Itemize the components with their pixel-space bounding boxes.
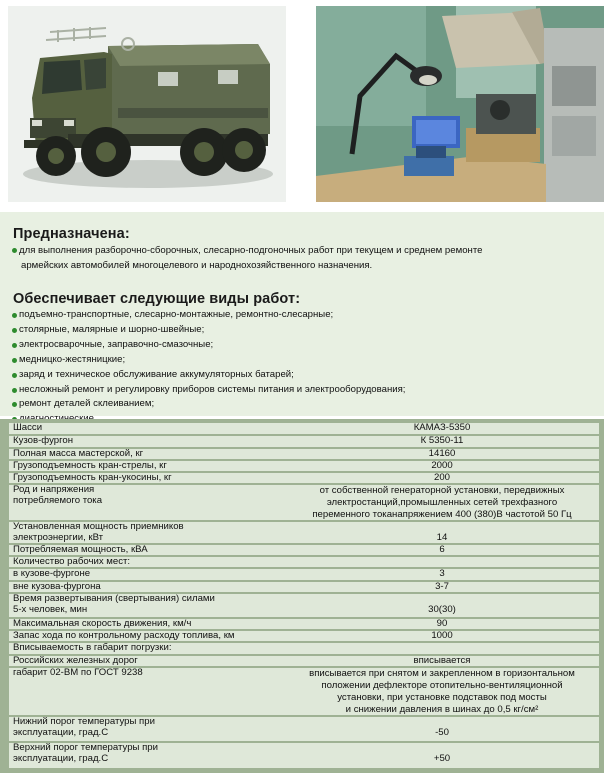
value-cell: 200: [433, 472, 450, 483]
list-item: электросварочные, заправочно-смазочные;: [12, 338, 597, 353]
workshop-illustration: [316, 6, 604, 202]
table-row: [9, 473, 599, 484]
value-cell: 3: [439, 568, 445, 579]
value-cell: 2000: [431, 460, 453, 471]
table-row: [9, 436, 599, 448]
list-item: столярные, малярные и шорно-швейные;: [12, 323, 597, 338]
table-row: [9, 631, 599, 642]
purpose-description: [12, 243, 597, 273]
photo-strip: [0, 0, 604, 206]
value-cell: вписывается: [413, 655, 471, 666]
works-heading: Обеспечивает следующие виды работ:: [13, 291, 301, 307]
list-item: несложный ремонт и регулировку приборов системы питания и электрооборудования;: [12, 383, 597, 398]
parameter-cell: Род и напряжения потребляемого тока: [13, 484, 103, 506]
value-cell: 90: [436, 618, 448, 629]
value-cell: +50: [433, 752, 451, 764]
list-item: подъемно-транспортные, слесарно-монтажные, ремонтно-слесарные;: [12, 308, 597, 323]
purpose-and-works-panel: [0, 212, 604, 416]
list-item: заряд и техническое обслуживание аккумуляторных батарей;: [12, 368, 597, 383]
parameter-cell: Максимальная скорость движения, км/ч: [13, 618, 192, 629]
table-row: [9, 569, 599, 581]
bullet-icon: [12, 358, 17, 363]
value-cell: 14160: [428, 448, 456, 459]
bullet-icon: [12, 402, 17, 407]
parameter-cell: Количество рабочих мест:: [13, 556, 131, 567]
list-item: медницко-жестяницкие;: [12, 353, 597, 368]
parameter-cell: Грузоподъемность кран-укосины, кг: [13, 472, 172, 483]
table-row: [9, 522, 599, 544]
bullet-icon: [12, 313, 17, 318]
bullet-icon: [12, 388, 17, 393]
value-cell: -50: [435, 726, 449, 738]
specifications-table: [0, 419, 604, 773]
value-cell: от собственной генераторной установки, передвижных электростанций,промышленных сетей трехфазного переменного токанапряжением 400 (380)В частотой 50 Гц: [312, 485, 572, 520]
parameter-cell: габарит 02-ВМ по ГОСТ 9238: [13, 667, 143, 678]
parameter-cell: Установленная мощность приемников электроэнергии, кВт: [13, 521, 184, 543]
works-list: [12, 308, 597, 427]
value-cell: КАМАЗ-5350: [413, 422, 471, 433]
purpose-line: армейских автомобилей многоцелевого и народнохозяйственного назначения.: [21, 260, 373, 271]
table-row: [9, 485, 599, 521]
purpose-line: для выполнения разборочно-сборочных, слесарно-подгоночных работ при текущем и среднем ремонте: [12, 243, 597, 258]
truck-photo: [8, 6, 286, 202]
value-cell: 6: [439, 544, 445, 555]
parameter-cell: Верхний порог температуры при эксплуатации, град.С: [13, 742, 158, 764]
parameter-cell: Кузов-фургон: [13, 435, 74, 446]
table-row: [9, 594, 599, 618]
truck-illustration: [8, 6, 286, 202]
table-row: [9, 643, 599, 655]
parameter-cell: Вписываемость в габарит погрузки:: [13, 642, 172, 653]
table-row: [9, 423, 599, 435]
parameter-cell: в кузове-фургоне: [13, 568, 91, 579]
table-row: [9, 449, 599, 460]
bullet-icon: [12, 343, 17, 348]
list-item: ремонт деталей склеиванием;: [12, 397, 597, 412]
value-cell: 3-7: [435, 581, 449, 592]
bullet-icon: [12, 248, 17, 253]
table-row: [9, 557, 599, 568]
value-cell: вписывается при снятом и закрепленном в горизонтальном положении дефлекторе отопительно-вентиляционной установки, при установке подставок под мосты и снижении давления в шинах до 0,5 кг/см²: [309, 668, 575, 715]
purpose-heading: Предназначена:: [13, 226, 130, 242]
bullet-icon: [12, 328, 17, 333]
workshop-interior-photo: [316, 6, 604, 202]
value-cell: 30(30): [428, 603, 456, 615]
parameter-cell: вне кузова-фургона: [13, 581, 101, 592]
table-row: [9, 582, 599, 593]
parameter-cell: Запас хода по контрольному расходу топлива, км: [13, 630, 235, 641]
table-row: [9, 545, 599, 556]
table-row: [9, 668, 599, 716]
value-cell: 1000: [431, 630, 453, 641]
parameter-cell: Шасси: [13, 422, 43, 433]
value-cell: 14: [436, 531, 448, 543]
table-row: [9, 743, 599, 769]
parameter-cell: Полная масса мастерской, кг: [13, 448, 144, 459]
value-cell: К 5350-11: [420, 435, 464, 446]
parameter-cell: Время развертывания (свертывания) силами 5-х человек, мин: [13, 593, 215, 615]
parameter-cell: Нижний порог температуры при эксплуатации, град.С: [13, 716, 155, 738]
parameter-cell: Грузоподъемность кран-стрелы, кг: [13, 460, 167, 471]
bullet-icon: [12, 373, 17, 378]
table-row: [9, 656, 599, 667]
parameter-cell: Потребляемая мощность, кВА: [13, 544, 148, 555]
table-row: [9, 619, 599, 630]
table-row: [9, 717, 599, 742]
parameter-cell: Российских железных дорог: [13, 655, 138, 666]
table-row: [9, 461, 599, 472]
